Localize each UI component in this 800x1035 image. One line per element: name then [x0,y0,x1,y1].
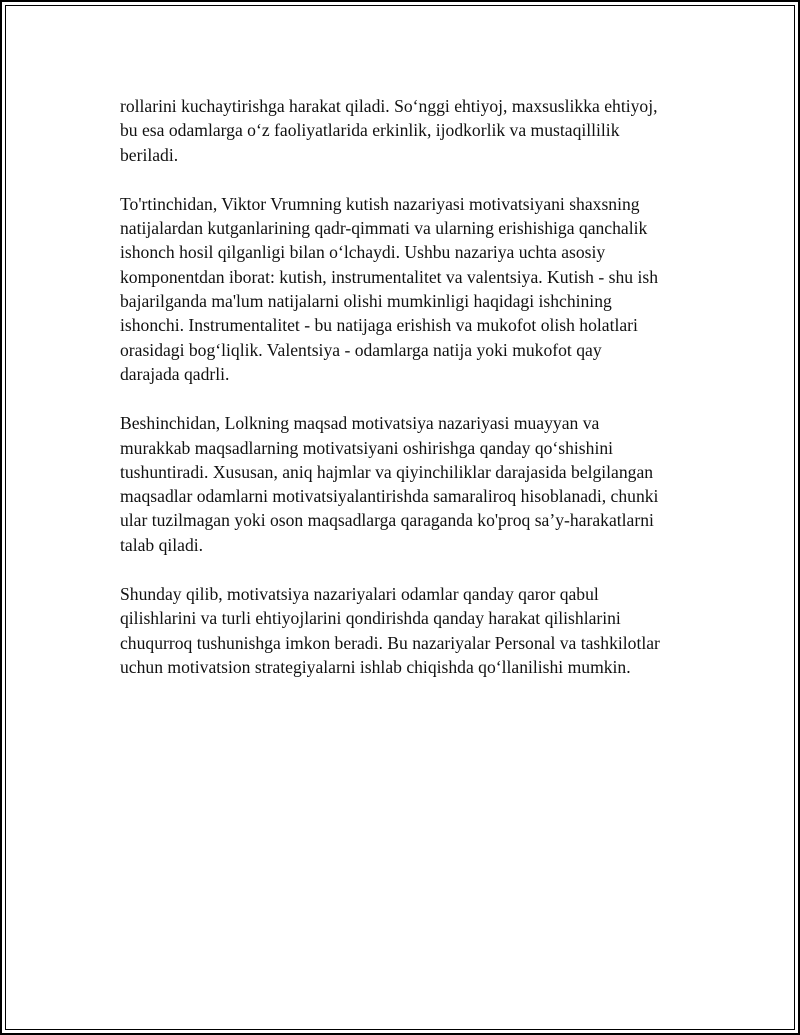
text-line: beriladi. [120,144,179,165]
text-line: murakkab maqsadlarning motivatsiyani oshirishga qanday qo‘shishini [120,437,614,458]
paragraph-3 [120,411,700,557]
document-body [120,94,700,704]
text-line: maqsadlar odamlarni motivatsiyalantirishda samaraliroq hisoblanadi, chunki [120,486,659,507]
text-line: Shunday qilib, motivatsiya nazariyalari odamlar qanday qaror qabul [120,584,599,605]
text-line: natijalardan kutganlarining qadr-qimmati va ularning erishishiga qanchalik [120,218,648,239]
text-line: To'rtinchidan, Viktor Vrumning kutish nazariyasi motivatsiyani shaxsning [120,193,640,214]
text-line: talab qiladi. [120,534,204,555]
text-line: komponentdan iborat: kutish, instrumentalitet va valentsiya. Kutish - shu ish [120,266,659,287]
text-line: ular tuzilmagan yoki oson maqsadlarga qaraganda ko'proq sa’y-harakatlarni [120,510,654,531]
text-line: bu esa odamlarga o‘z faoliyatlarida erkinlik, ijodkorlik va mustaqillilik [120,120,620,141]
text-line: orasidagi bog‘liqlik. Valentsiya - odamlarga natija yoki mukofot qay [120,339,602,360]
text-line: rollarini kuchaytirishga harakat qiladi. So‘nggi ehtiyoj, maxsuslikka ehtiyoj, [120,96,658,116]
text-line: qilishlarini va turli ehtiyojlarini qondirishda qanday harakat qilishlarini [120,608,621,629]
text-line: ishonch hosil qilganligi bilan o‘lchaydi. Ushbu nazariya uchta asosiy [120,242,606,263]
text-line: ishonchi. Instrumentalitet - bu natijaga erishish va mukofot olish holatlari [120,315,638,336]
paragraph-2 [120,192,700,386]
text-line: uchun motivatsion strategiyalarni ishlab chiqishda qo‘llanilishi mumkin. [120,656,631,677]
text-line: bajarilganda ma'lum natijalarni olishi mumkinligi haqidagi ishchining [120,291,612,312]
text-line: tushuntiradi. Xususan, aniq hajmlar va qiyinchiliklar darajasida belgilangan [120,461,654,482]
text-line: Beshinchidan, Lolkning maqsad motivatsiya nazariyasi muayyan va [120,413,600,434]
text-line: darajada qadrli. [120,363,230,384]
paragraph-1 [120,94,700,167]
text-line: chuqurroq tushunishga imkon beradi. Bu nazariyalar Personal va tashkilotlar [120,632,660,653]
paragraph-4 [120,582,700,679]
